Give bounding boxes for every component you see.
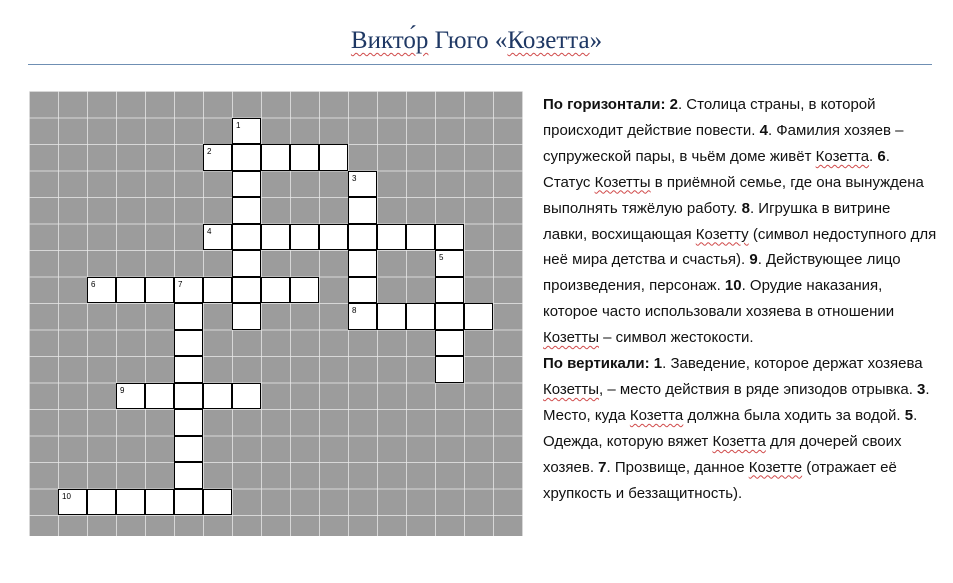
clue-number: 10 [62,491,71,501]
down-heading: По вертикали: [543,355,650,373]
clue-number: 7 [178,279,183,289]
clue-name: Козетте [748,458,803,476]
crossword-cell[interactable] [87,277,116,304]
crossword-cell[interactable] [145,489,174,516]
crossword-cell[interactable] [261,224,290,251]
clue-text: . Действующее лицо произведения, персонаж. [543,251,901,295]
crossword-cell[interactable] [232,197,261,224]
clue-number: 4 [759,121,768,139]
crossword-cell[interactable] [116,489,145,516]
clue-number: 2 [669,96,678,113]
clue-number: 10 [724,277,742,295]
clue-text: . Прозвище, данное [606,458,749,476]
crossword-cell[interactable] [232,144,261,171]
clue-text: . Фамилия хозяев – супружеской пары, в чьём доме живёт [543,121,904,165]
clue-text: (символ недоступного для неё мира детства и счастья). [543,225,937,269]
crossword-cell[interactable] [348,303,377,330]
clue-number: 9 [120,385,125,395]
crossword-cell[interactable] [58,489,87,516]
crossword-cell[interactable] [348,277,377,304]
crossword-cell[interactable] [203,277,232,304]
clue-number: 6 [877,147,886,165]
crossword-cell[interactable] [261,144,290,171]
clue-text: . Игрушка в витрине лавки, восхищающая [543,199,891,243]
clue-text: . Заведение, которое держат хозяева [662,355,923,373]
crossword-cell[interactable] [348,224,377,251]
title-work: Козетта [507,27,590,54]
crossword-cell[interactable] [174,277,203,304]
crossword-cell[interactable] [174,303,203,330]
title-author-first: Викто́р [350,27,429,54]
clue-name: Козетты [594,173,651,191]
clue-number: 3 [917,380,926,398]
crossword-cell[interactable] [116,277,145,304]
crossword-cell[interactable] [145,277,174,304]
down-clues-text [543,355,930,502]
crossword-cell[interactable] [290,277,319,304]
title-close-quote: » [589,27,603,54]
crossword-cell[interactable] [348,197,377,224]
crossword-cell[interactable] [435,330,464,357]
crossword-cell[interactable] [406,224,435,251]
crossword-cell[interactable] [232,118,261,145]
page-title [0,27,953,55]
crossword-cell[interactable] [348,171,377,198]
clue-text: , – место действия в ряде эпизодов отрывка. [599,380,918,398]
clue-number: 9 [749,251,758,269]
clues-down [543,351,938,506]
crossword-cell[interactable] [203,144,232,171]
title-author-last: Гюго « [428,27,508,54]
crossword-cell[interactable] [232,224,261,251]
crossword-cell[interactable] [435,356,464,383]
crossword-cell[interactable] [406,303,435,330]
crossword-cell[interactable] [377,224,406,251]
crossword-cell[interactable] [319,224,348,251]
clue-name: Козетта [712,432,766,450]
clue-number: 2 [207,147,212,156]
clue-text: должна была ходить за водой. [683,406,905,424]
crossword-cell[interactable] [203,489,232,516]
crossword-cell[interactable] [377,303,406,330]
clue-text: – символ жестокости. [599,329,754,347]
across-clues-text [543,96,936,346]
across-heading: По горизонтали: [543,96,666,113]
clue-text: . Одежда, которую вяжет [543,406,918,450]
clues-panel [543,92,938,507]
crossword-cell[interactable] [319,144,348,171]
crossword-cell[interactable] [203,224,232,251]
clue-number: 5 [904,406,914,424]
crossword-cell[interactable] [232,303,261,330]
crossword-cell[interactable] [232,171,261,198]
crossword-cell[interactable] [174,383,203,410]
clue-number: 1 [236,120,241,130]
clue-number: 1 [653,355,663,373]
crossword-cell[interactable] [261,277,290,304]
clue-text: . Столица страны, в которой происходит действие повести. [543,96,876,139]
crossword-grid [29,91,523,536]
clue-text: (отражает её хрупкость и беззащитность). [543,458,897,502]
clue-text: . Орудие наказания, которое часто использовали хозяева в отношении [543,277,895,321]
crossword-cell[interactable] [290,144,319,171]
clues-across [543,92,938,351]
clue-text: . Место, куда [543,380,930,424]
crossword-cell[interactable] [464,303,493,330]
clue-name: Козетту [695,225,749,243]
crossword-cell[interactable] [290,224,319,251]
crossword-cell[interactable] [232,383,261,410]
crossword-cell[interactable] [174,436,203,463]
crossword-cell[interactable] [116,383,145,410]
crossword-cell[interactable] [145,383,174,410]
clue-number: 8 [352,306,357,315]
clue-text: . Статус [543,147,890,191]
crossword-cell[interactable] [174,356,203,383]
clue-text: для дочерей своих хозяев. [543,432,902,476]
clue-number: 8 [741,199,750,217]
crossword-cell[interactable] [435,277,464,304]
clue-number: 5 [439,253,444,262]
crossword-cell[interactable] [435,224,464,251]
clue-number: 4 [207,226,212,236]
clue-text: . [869,147,878,165]
crossword-cell[interactable] [174,489,203,516]
crossword-cell[interactable] [174,409,203,436]
crossword-cell[interactable] [348,250,377,277]
crossword-cell[interactable] [87,489,116,516]
clue-name: Козетты [543,380,599,398]
title-divider [28,64,932,65]
clue-number: 7 [598,458,607,476]
crossword-cell[interactable] [174,330,203,357]
crossword-cell[interactable] [435,303,464,330]
clue-name: Козетта [815,147,870,165]
crossword-cell[interactable] [174,462,203,489]
clue-text: в приёмной семье, где она вынуждена выполнять тяжёлую работу. [543,173,924,217]
crossword-cell[interactable] [435,250,464,277]
clue-number: 6 [91,279,96,289]
clue-name: Козетта [629,406,684,424]
crossword-cell[interactable] [232,277,261,304]
crossword-cell[interactable] [232,250,261,277]
clue-name: Козетты [543,329,599,347]
crossword-cell[interactable] [203,383,232,410]
clue-number: 3 [352,173,357,183]
